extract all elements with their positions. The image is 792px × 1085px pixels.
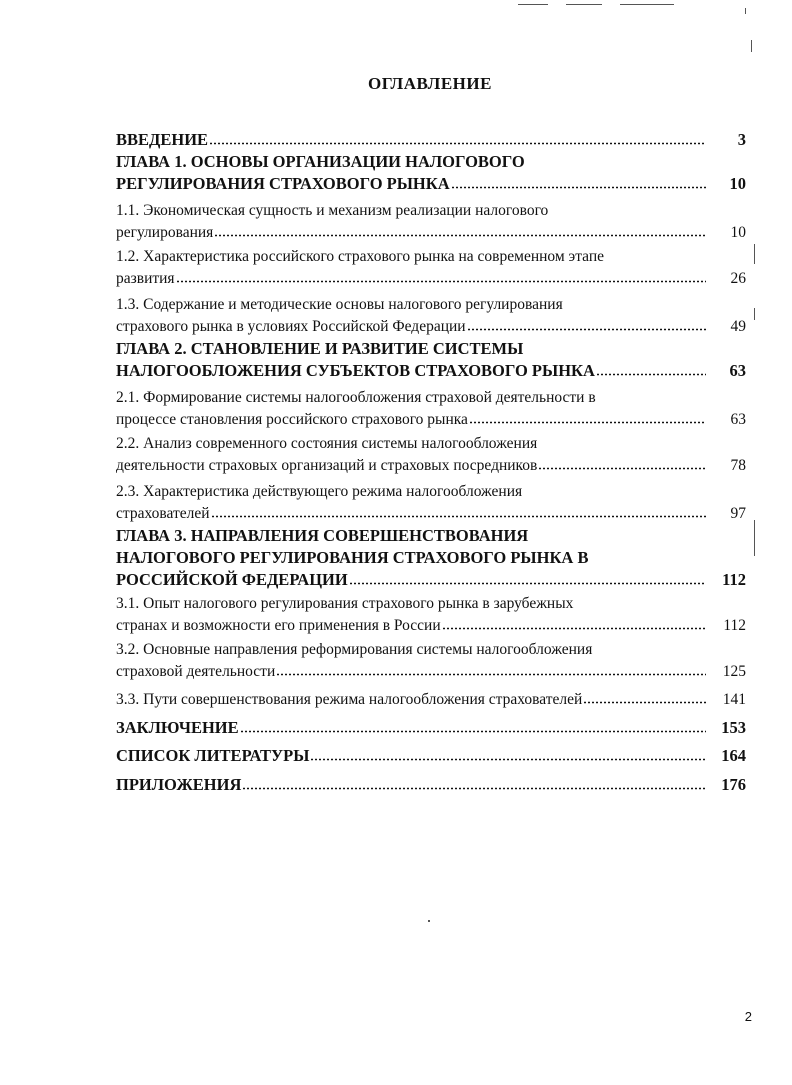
toc-entry-line <box>116 173 706 196</box>
toc-entry-text <box>116 128 706 151</box>
toc-entry-text <box>116 525 706 592</box>
toc-entry-label: 1.2. Характеристика российского страхового рынка на современном этапе <box>116 247 605 265</box>
toc-entry-line <box>116 688 706 710</box>
toc-entry-label: ГЛАВА 2. СТАНОВЛЕНИЕ И РАЗВИТИЕ СИСТЕМЫ <box>116 338 524 358</box>
toc-entry-line <box>116 640 706 661</box>
scan-mark <box>754 308 755 320</box>
dot-leader <box>209 128 706 145</box>
toc-page-number: 153 <box>721 717 746 737</box>
toc-entry-label: СПИСОК ЛИТЕРАТУРЫ <box>116 746 310 765</box>
toc-entry-line <box>116 547 706 569</box>
toc-entry-label: процессе становления российского страхового рынка <box>116 411 468 428</box>
table-of-contents <box>116 128 746 796</box>
toc-entry-text <box>116 716 706 739</box>
toc-entry-line <box>116 434 706 455</box>
dot-leader <box>242 773 706 790</box>
toc-entry-line <box>116 525 706 547</box>
toc-entry-label: регулирования <box>116 224 214 241</box>
toc-entry-label: ГЛАВА 3. НАПРАВЛЕНИЯ СОВЕРШЕНСТВОВАНИЯ <box>116 525 529 545</box>
toc-entry-label: 2.1. Формирование системы налогообложения страховой деятельности в <box>116 389 596 406</box>
scan-mark <box>751 40 752 52</box>
toc-entry-text <box>116 201 706 244</box>
toc-page-number: 176 <box>721 774 746 794</box>
toc-entry-label: НАЛОГОВОГО РЕГУЛИРОВАНИЯ СТРАХОВОГО РЫНКА В <box>116 547 589 567</box>
toc-entry-line <box>116 745 706 768</box>
toc-entry-label: деятельности страховых организаций и страховых посредников <box>116 456 538 474</box>
toc-entry-label: РОССИЙСКОЙ ФЕДЕРАЦИИ <box>116 570 348 589</box>
toc-page-number: 112 <box>723 617 746 634</box>
toc-chapter-entry[interactable] <box>116 128 746 151</box>
dot-leader <box>310 745 706 762</box>
toc-entry-line <box>116 594 706 615</box>
toc-page-number: 10 <box>729 174 746 193</box>
toc-entry-text <box>116 773 706 796</box>
toc-section-entry[interactable] <box>116 640 746 683</box>
toc-entry-text <box>116 745 706 768</box>
toc-entry-label: страхового рынка в условиях Российской Федерации <box>116 318 466 335</box>
toc-entry-label: страховой деятельности <box>116 662 276 680</box>
toc-page-number: 3 <box>737 129 746 149</box>
dot-leader <box>451 173 706 190</box>
page-number: 2 <box>744 1009 752 1024</box>
toc-entry-line <box>116 201 706 222</box>
toc-entry-line <box>116 222 706 244</box>
toc-entry-label: РЕГУЛИРОВАНИЯ СТРАХОВОГО РЫНКА <box>116 174 450 193</box>
scan-mark <box>754 520 755 556</box>
toc-chapter-entry[interactable] <box>116 745 746 768</box>
dot-leader <box>467 316 706 332</box>
toc-entry-label: 1.1. Экономическая сущность и механизм реализации налогового <box>116 202 549 219</box>
toc-section-entry[interactable] <box>116 388 746 431</box>
toc-entry-label: ПРИЛОЖЕНИЯ <box>116 774 242 794</box>
toc-chapter-entry[interactable] <box>116 716 746 739</box>
toc-page-number: 97 <box>730 505 746 522</box>
toc-entry-line <box>116 503 706 525</box>
toc-entry-label: НАЛОГООБЛОЖЕНИЯ СУБЪЕКТОВ СТРАХОВОГО РЫНКА <box>116 361 595 380</box>
toc-entry-line <box>116 295 706 316</box>
scan-mark <box>566 4 602 5</box>
scan-mark <box>754 244 755 264</box>
dot-leader <box>276 660 706 676</box>
toc-entry-label: 3.1. Опыт налогового регулирования страхового рынка в зарубежных <box>116 595 574 612</box>
toc-entry-text <box>116 688 706 710</box>
toc-page-number: 49 <box>730 318 746 335</box>
toc-entry-label: 3.2. Основные направления реформирования системы налогообложения <box>116 640 593 658</box>
toc-entry-line <box>116 247 706 268</box>
toc-entry-text <box>116 482 706 525</box>
toc-section-entry[interactable] <box>116 247 746 290</box>
toc-entry-text <box>116 388 706 431</box>
toc-entry-line <box>116 454 706 476</box>
dot-leader <box>583 688 706 704</box>
toc-entry-line <box>116 409 706 431</box>
toc-page-number: 78 <box>730 456 746 474</box>
toc-entry-line <box>116 360 706 383</box>
dot-leader <box>538 454 706 470</box>
toc-entry-label: ЗАКЛЮЧЕНИЕ <box>116 717 239 737</box>
toc-entry-text <box>116 594 706 637</box>
toc-page-number: 164 <box>721 746 746 765</box>
toc-entry-line <box>116 388 706 409</box>
toc-chapter-entry[interactable] <box>116 525 746 592</box>
toc-entry-line <box>116 128 706 151</box>
toc-section-entry[interactable] <box>116 482 746 525</box>
scan-mark <box>745 8 746 14</box>
toc-entry-label: ВВЕДЕНИЕ <box>116 129 209 149</box>
toc-page-number: 63 <box>729 361 746 380</box>
toc-entry-label: 1.3. Содержание и методические основы налогового регулирования <box>116 296 563 313</box>
toc-entry-label: странах и возможности его применения в России <box>116 617 441 634</box>
toc-section-entry[interactable] <box>116 295 746 338</box>
toc-section-entry[interactable] <box>116 434 746 477</box>
scan-mark <box>620 4 674 5</box>
toc-section-entry[interactable] <box>116 688 746 710</box>
toc-entry-line <box>116 716 706 739</box>
toc-page-number: 125 <box>722 662 746 680</box>
toc-page-number: 141 <box>722 690 746 708</box>
toc-entry-label: страхователей <box>116 505 210 522</box>
toc-entry-line <box>116 660 706 682</box>
toc-entry-line <box>116 151 706 173</box>
toc-section-entry[interactable] <box>116 201 746 244</box>
dot-leader <box>240 716 706 733</box>
dot-leader <box>176 267 706 283</box>
dot-leader <box>349 569 706 586</box>
dot-leader <box>469 409 706 425</box>
dot-leader <box>211 503 706 519</box>
toc-entry-line <box>116 316 706 338</box>
toc-entry-line <box>116 338 706 360</box>
scan-mark <box>428 920 430 922</box>
toc-entry-line <box>116 569 706 592</box>
toc-entry-line <box>116 267 706 289</box>
toc-entry-text <box>116 295 706 338</box>
scan-mark <box>518 4 548 5</box>
toc-chapter-entry[interactable] <box>116 338 746 383</box>
dot-leader <box>596 360 706 377</box>
toc-section-entry[interactable] <box>116 594 746 637</box>
toc-entry-label: 3.3. Пути совершенствования режима налогообложения страхователей <box>116 690 583 708</box>
toc-entry-line <box>116 482 706 503</box>
page-title: ОГЛАВЛЕНИЕ <box>368 74 492 93</box>
toc-page-number: 26 <box>730 269 746 287</box>
toc-entry-text <box>116 151 706 196</box>
toc-page-number: 10 <box>730 224 746 241</box>
toc-page-number: 63 <box>730 411 746 428</box>
toc-entry-label: 2.2. Анализ современного состояния системы налогообложения <box>116 434 538 452</box>
toc-entry-label: развития <box>116 269 175 287</box>
dot-leader <box>214 222 706 238</box>
toc-entry-text <box>116 640 706 683</box>
toc-chapter-entry[interactable] <box>116 773 746 796</box>
dot-leader <box>442 615 706 631</box>
toc-entry-text <box>116 247 706 290</box>
toc-entry-label: 2.3. Характеристика действующего режима налогообложения <box>116 483 523 500</box>
toc-entry-label: ГЛАВА 1. ОСНОВЫ ОРГАНИЗАЦИИ НАЛОГОВОГО <box>116 151 525 171</box>
toc-page-number: 112 <box>722 570 746 589</box>
toc-entry-text <box>116 338 706 383</box>
toc-chapter-entry[interactable] <box>116 151 746 196</box>
toc-entry-line <box>116 773 706 796</box>
toc-entry-text <box>116 434 706 477</box>
toc-entry-line <box>116 615 706 637</box>
